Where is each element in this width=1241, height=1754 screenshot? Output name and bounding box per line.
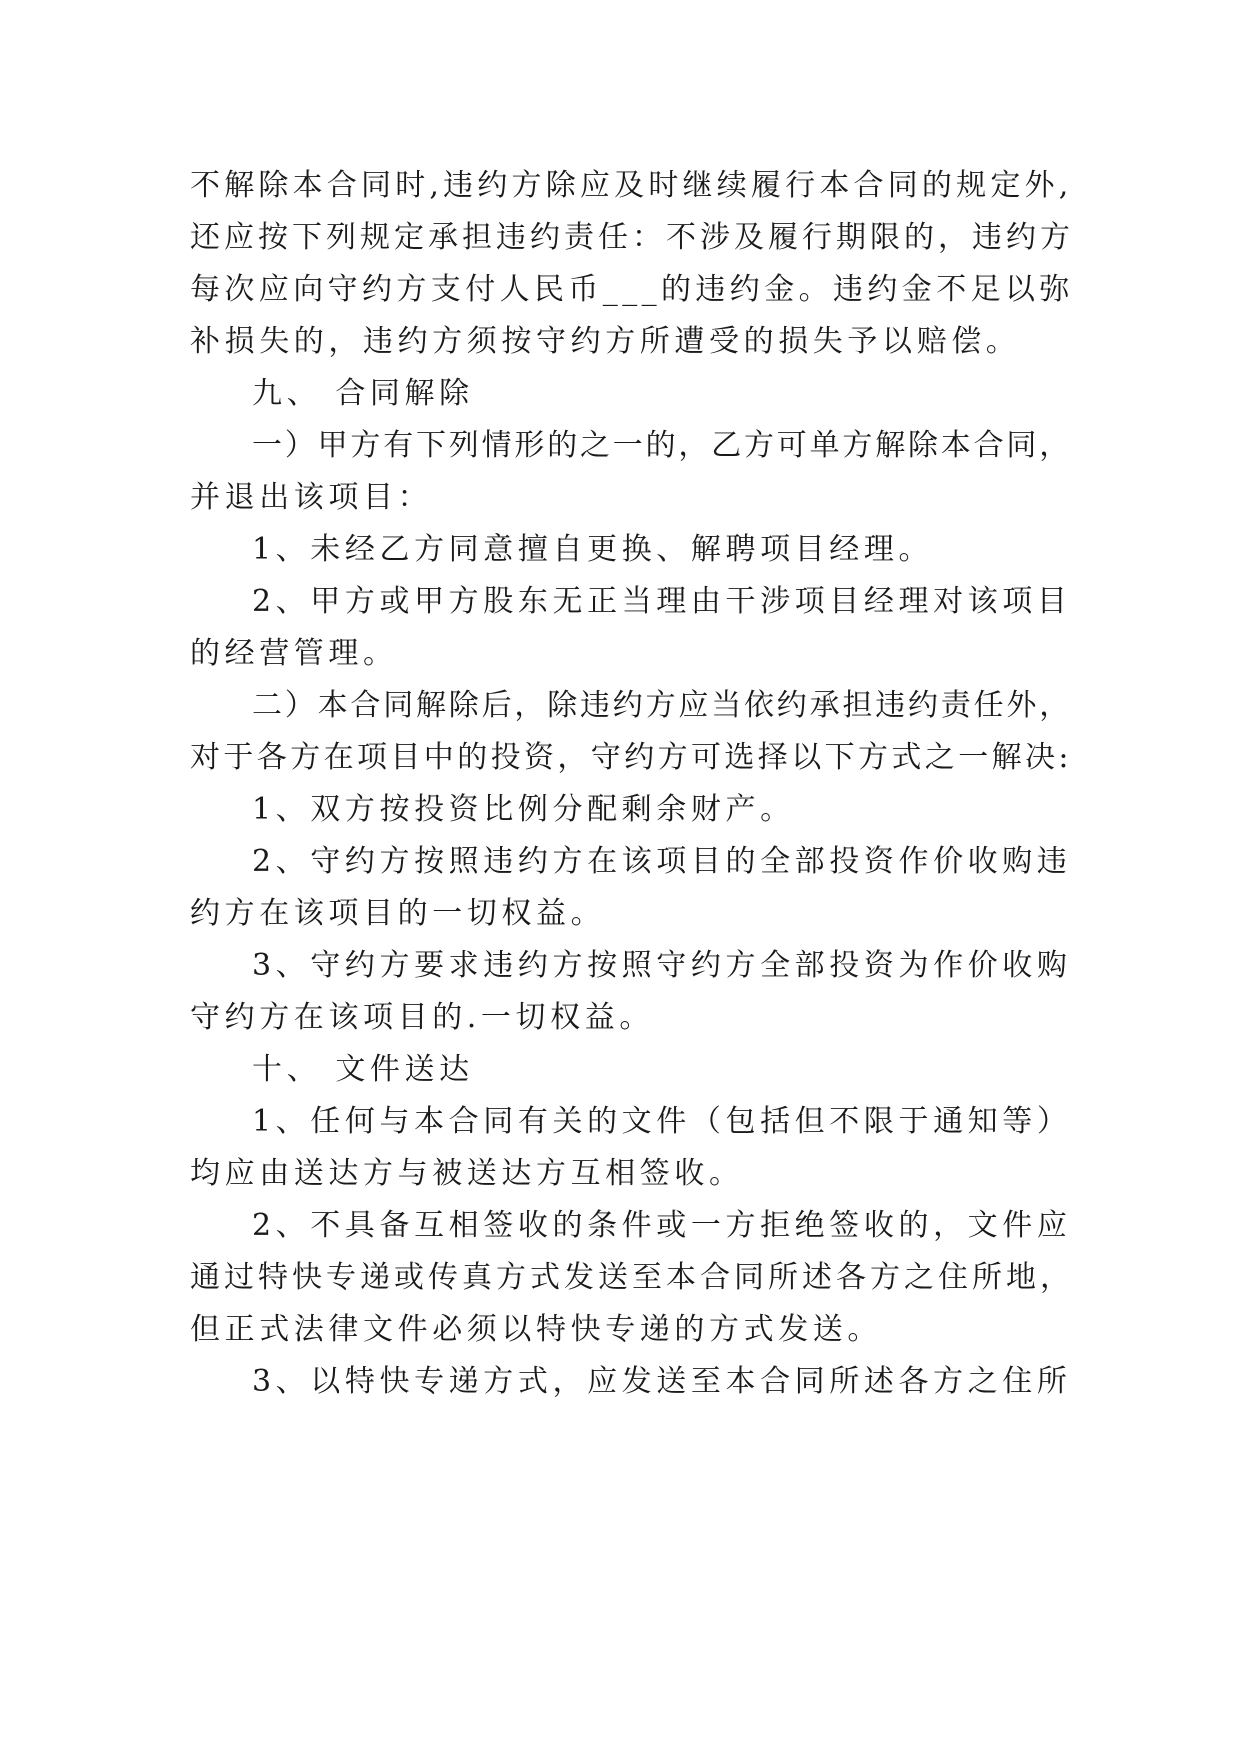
text-line: 守约方在该项目的.一切权益。 (190, 1000, 654, 1035)
list-item: 2、甲方或甲方股东无正当理由干涉项目经理对该项目 (252, 584, 1072, 619)
text-line: 不解除本合同时,违约方除应及时继续履行本合同的规定外, (190, 168, 1073, 203)
section-heading: 十、 文件送达 (252, 1052, 474, 1087)
text-line: 补损失的，违约方须按守约方所遭受的损失予以赔偿。 (190, 324, 1021, 359)
text-line: 通过特快专递或传真方式发送至本合同所述各方之住所地， (190, 1260, 1074, 1295)
text-line: 一）甲方有下列情形的之一的，乙方可单方解除本合同， (252, 428, 1072, 463)
list-item: 1、任何与本合同有关的文件（包括但不限于通知等） (252, 1104, 1072, 1139)
list-item: 3、以特快专递方式，应发送至本合同所述各方之住所 (252, 1364, 1072, 1399)
text-line: 均应由送达方与被送达方互相签收。 (190, 1156, 744, 1191)
text-line: 对于各方在项目中的投资，守约方可选择以下方式之一解决: (190, 740, 1072, 775)
list-item: 1、双方按投资比例分配剩余财产。 (252, 792, 795, 827)
text-line: 每次应向守约方支付人民币___的违约金。违约金不足以弥 (190, 272, 1074, 307)
text-line: 的经营管理。 (190, 636, 398, 671)
list-item: 3、守约方要求违约方按照守约方全部投资为作价收购 (252, 948, 1072, 983)
text-line: 还应按下列规定承担违约责任：不涉及履行期限的，违约方 (190, 220, 1074, 255)
text-line: 但正式法律文件必须以特快专递的方式发送。 (190, 1312, 882, 1347)
section-heading: 九、 合同解除 (252, 376, 474, 411)
text-line: 并退出该项目： (190, 480, 433, 515)
list-item: 2、守约方按照违约方在该项目的全部投资作价收购违 (252, 844, 1072, 879)
list-item: 2、不具备互相签收的条件或一方拒绝签收的，文件应 (252, 1208, 1072, 1243)
text-line: 二）本合同解除后，除违约方应当依约承担违约责任外， (252, 688, 1072, 723)
text-line: 约方在该项目的一切权益。 (190, 896, 606, 931)
list-item: 1、未经乙方同意擅自更换、解聘项目经理。 (252, 532, 934, 567)
